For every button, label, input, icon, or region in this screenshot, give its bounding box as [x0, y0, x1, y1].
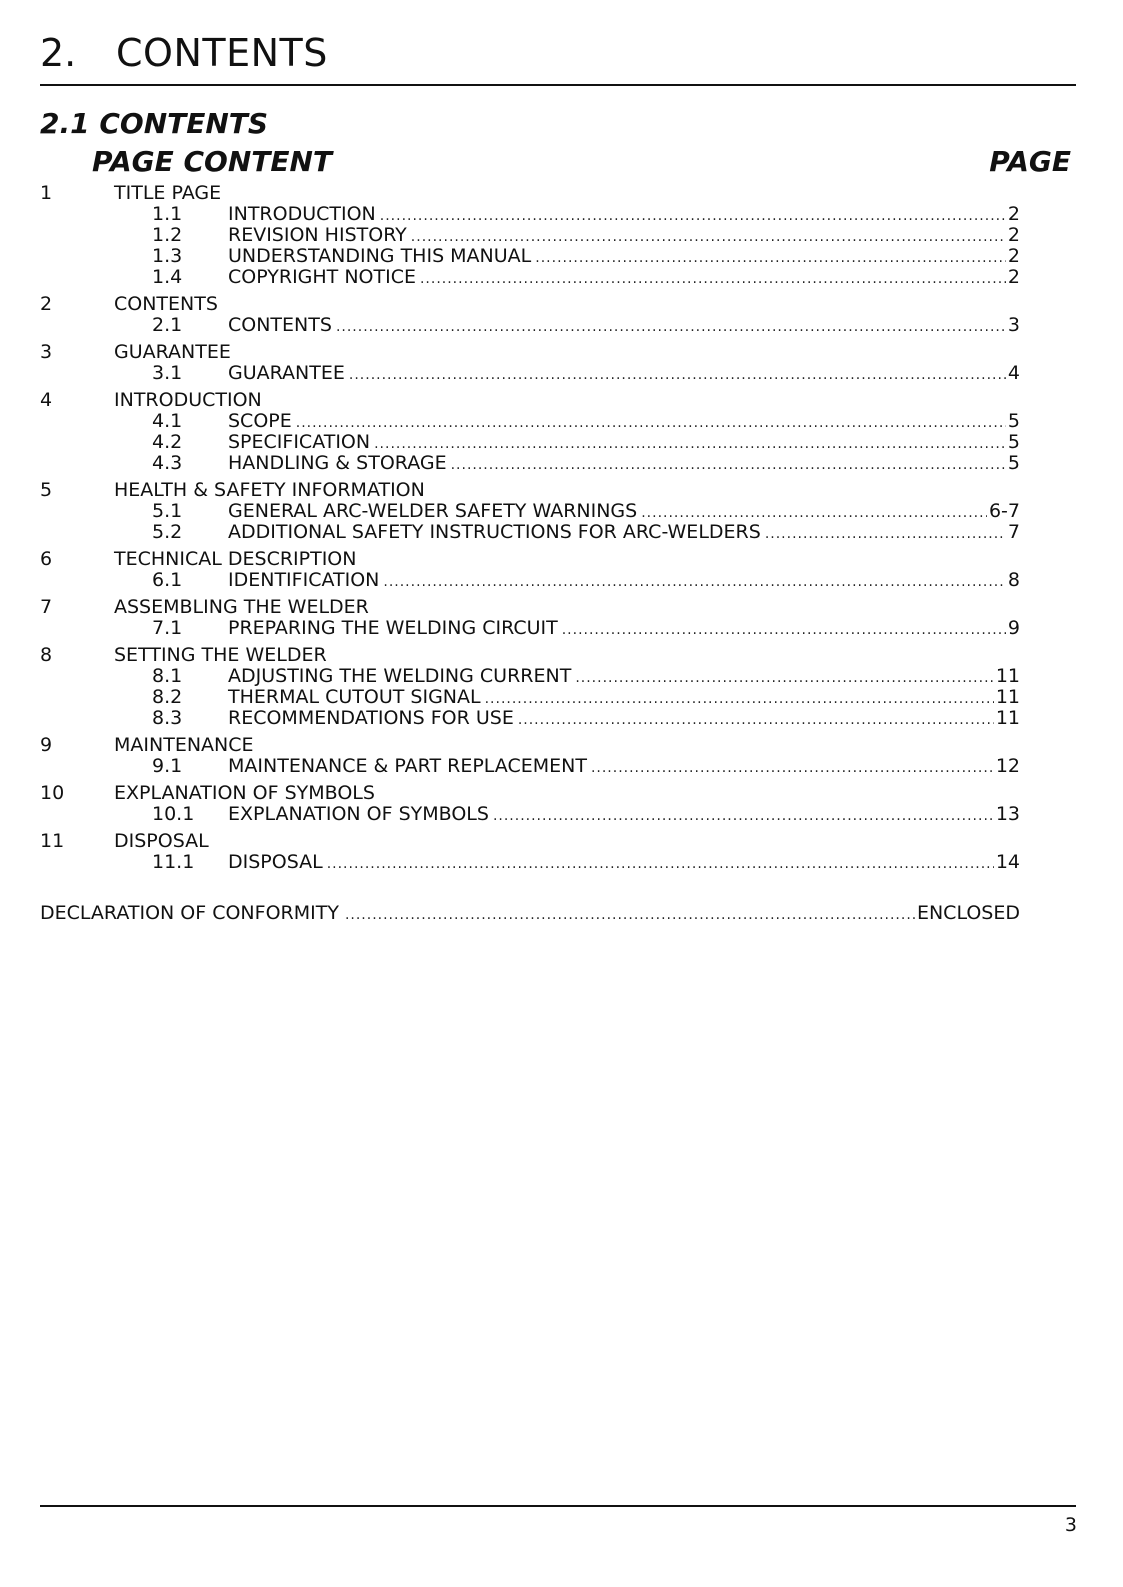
entry-title: ADDITIONAL SAFETY INSTRUCTIONS FOR ARC-WELDERS [228, 521, 761, 543]
entry-title: HANDLING & STORAGE [228, 452, 447, 474]
entry-title: SCOPE [228, 410, 292, 432]
entry-title: CONTENTS [228, 314, 332, 336]
entry-body [228, 267, 1020, 290]
entry-body [228, 756, 1020, 779]
entry-number: 11.1 [152, 851, 195, 873]
toc-entry [40, 225, 1020, 246]
chapter-number: 8 [40, 644, 53, 666]
table-of-contents [40, 182, 1020, 878]
dot-leader [349, 365, 1006, 386]
section-number: 2. [40, 31, 77, 75]
entry-number: 8.1 [152, 665, 183, 687]
chapter-title: TITLE PAGE [114, 182, 222, 204]
entry-title: ADJUSTING THE WELDING CURRENT [228, 665, 572, 687]
toc-entry [40, 756, 1020, 777]
footer-rule [40, 1505, 1076, 1507]
chapter-number: 11 [40, 830, 65, 852]
entry-title: PREPARING THE WELDING CIRCUIT [228, 617, 558, 639]
entry-body [228, 618, 1020, 641]
chapter-title: EXPLANATION OF SYMBOLS [114, 782, 375, 804]
entry-number: 8.2 [152, 686, 183, 708]
entry-page: 11 [995, 665, 1020, 687]
entry-body [228, 315, 1020, 338]
toc-entry [40, 204, 1020, 225]
chapter-title: GUARANTEE [114, 341, 231, 363]
entry-title: DISPOSAL [228, 851, 323, 873]
entry-number: 1.1 [152, 203, 183, 225]
entry-number: 1.2 [152, 224, 183, 246]
entry-page: 6-7 [988, 500, 1020, 522]
dot-leader [575, 668, 994, 689]
chapter-number: 2 [40, 293, 53, 315]
chapter-number: 1 [40, 182, 53, 204]
entry-page: 2 [1007, 245, 1020, 267]
chapter-line [40, 341, 1020, 363]
entry-body [228, 522, 1020, 545]
entry-page: 5 [1007, 452, 1020, 474]
dot-leader [336, 317, 1006, 338]
column-heading-page: PAGE [989, 145, 1071, 178]
entry-number: 1.4 [152, 266, 183, 288]
entry-body [228, 708, 1020, 731]
dot-leader [345, 904, 915, 926]
dot-leader [296, 413, 1006, 434]
toc-entry [40, 363, 1020, 384]
toc-entry [40, 315, 1020, 336]
toc-chapter [40, 182, 1020, 288]
entry-number: 4.2 [152, 431, 183, 453]
toc-entry [40, 267, 1020, 288]
entry-number: 1.3 [152, 245, 183, 267]
entry-number: 2.1 [152, 314, 183, 336]
dot-leader [451, 455, 1006, 476]
declaration-page: ENCLOSED [916, 902, 1020, 924]
entry-number: 10.1 [152, 803, 195, 825]
toc-entry [40, 708, 1020, 729]
entry-title: GENERAL ARC-WELDER SAFETY WARNINGS [228, 500, 638, 522]
subsection-title: 2.1 CONTENTS [40, 107, 269, 140]
toc-chapter [40, 479, 1020, 543]
chapter-title: INTRODUCTION [114, 389, 262, 411]
chapter-number: 3 [40, 341, 53, 363]
chapter-title: CONTENTS [114, 293, 218, 315]
entry-page: 5 [1007, 431, 1020, 453]
declaration-title: DECLARATION OF CONFORMITY [40, 902, 339, 924]
chapter-line [40, 293, 1020, 315]
entry-page: 3 [1007, 314, 1020, 336]
toc-chapter [40, 830, 1020, 873]
chapter-title: SETTING THE WELDER [114, 644, 327, 666]
dot-leader [493, 806, 994, 827]
dot-leader [518, 710, 994, 731]
entry-number: 6.1 [152, 569, 183, 591]
entry-number: 3.1 [152, 362, 183, 384]
entry-page: 2 [1007, 266, 1020, 288]
chapter-number: 6 [40, 548, 53, 570]
toc-entry [40, 453, 1020, 474]
declaration-entry [40, 902, 1020, 926]
chapter-line [40, 734, 1020, 756]
dot-leader [383, 572, 1006, 593]
entry-number: 5.1 [152, 500, 183, 522]
section-header [40, 30, 1076, 86]
entry-page: 8 [1007, 569, 1020, 591]
toc-entry [40, 411, 1020, 432]
entry-title: GUARANTEE [228, 362, 345, 384]
entry-title: SPECIFICATION [228, 431, 371, 453]
chapter-line [40, 182, 1020, 204]
entry-page: 2 [1007, 203, 1020, 225]
toc-chapter [40, 734, 1020, 777]
entry-body [228, 852, 1020, 875]
toc-entry [40, 522, 1020, 543]
column-heading-content: PAGE CONTENT [92, 145, 333, 178]
toc-entry [40, 852, 1020, 873]
entry-body [228, 363, 1020, 386]
toc-chapter [40, 293, 1020, 336]
entry-page: 12 [995, 755, 1020, 777]
chapter-title: DISPOSAL [114, 830, 209, 852]
toc-chapter [40, 341, 1020, 384]
chapter-line [40, 830, 1020, 852]
entry-number: 4.3 [152, 452, 183, 474]
chapter-line [40, 644, 1020, 666]
entry-body [228, 453, 1020, 476]
entry-body [228, 570, 1020, 593]
page-number: 3 [1064, 1514, 1077, 1536]
chapter-title: HEALTH & SAFETY INFORMATION [114, 479, 425, 501]
dot-leader [380, 206, 1006, 227]
toc-chapter [40, 644, 1020, 729]
entry-number: 8.3 [152, 707, 183, 729]
chapter-number: 7 [40, 596, 53, 618]
entry-number: 7.1 [152, 617, 183, 639]
entry-page: 14 [995, 851, 1020, 873]
toc-entry [40, 687, 1020, 708]
entry-title: UNDERSTANDING THIS MANUAL [228, 245, 532, 267]
entry-page: 9 [1007, 617, 1020, 639]
toc-chapter [40, 596, 1020, 639]
entry-page: 4 [1007, 362, 1020, 384]
dot-leader [765, 524, 1006, 545]
dot-leader [591, 758, 994, 779]
entry-title: RECOMMENDATIONS FOR USE [228, 707, 514, 729]
chapter-line [40, 548, 1020, 570]
entry-title: MAINTENANCE & PART REPLACEMENT [228, 755, 587, 777]
entry-title: IDENTIFICATION [228, 569, 380, 591]
toc-entry [40, 666, 1020, 687]
toc-entry [40, 618, 1020, 639]
entry-page: 2 [1007, 224, 1020, 246]
toc-chapter [40, 548, 1020, 591]
entry-title: COPYRIGHT NOTICE [228, 266, 416, 288]
entry-body [228, 804, 1020, 827]
entry-number: 5.2 [152, 521, 183, 543]
dot-leader [535, 248, 1006, 269]
chapter-line [40, 782, 1020, 804]
chapter-title: TECHNICAL DESCRIPTION [114, 548, 357, 570]
toc-entry [40, 432, 1020, 453]
entry-number: 4.1 [152, 410, 183, 432]
dot-leader [374, 434, 1006, 455]
toc-entry [40, 246, 1020, 267]
chapter-line [40, 479, 1020, 501]
entry-title: REVISION HISTORY [228, 224, 407, 246]
toc-entry [40, 804, 1020, 825]
chapter-line [40, 596, 1020, 618]
entry-title: THERMAL CUTOUT SIGNAL [228, 686, 481, 708]
toc-entry [40, 570, 1020, 591]
entry-page: 5 [1007, 410, 1020, 432]
chapter-number: 9 [40, 734, 53, 756]
chapter-number: 4 [40, 389, 53, 411]
toc-chapter [40, 782, 1020, 825]
entry-number: 9.1 [152, 755, 183, 777]
chapter-number: 5 [40, 479, 53, 501]
entry-title: INTRODUCTION [228, 203, 376, 225]
toc-chapter [40, 389, 1020, 474]
section-title: CONTENTS [116, 31, 328, 75]
chapter-title: MAINTENANCE [114, 734, 254, 756]
chapter-title: ASSEMBLING THE WELDER [114, 596, 369, 618]
entry-page: 11 [995, 707, 1020, 729]
entry-page: 7 [1007, 521, 1020, 543]
dot-leader [562, 620, 1006, 641]
toc-entry [40, 501, 1020, 522]
dot-leader [420, 269, 1006, 290]
entry-page: 13 [995, 803, 1020, 825]
entry-page: 11 [995, 686, 1020, 708]
chapter-line [40, 389, 1020, 411]
dot-leader [485, 689, 994, 710]
dot-leader [327, 854, 994, 875]
chapter-number: 10 [40, 782, 65, 804]
entry-title: EXPLANATION OF SYMBOLS [228, 803, 489, 825]
